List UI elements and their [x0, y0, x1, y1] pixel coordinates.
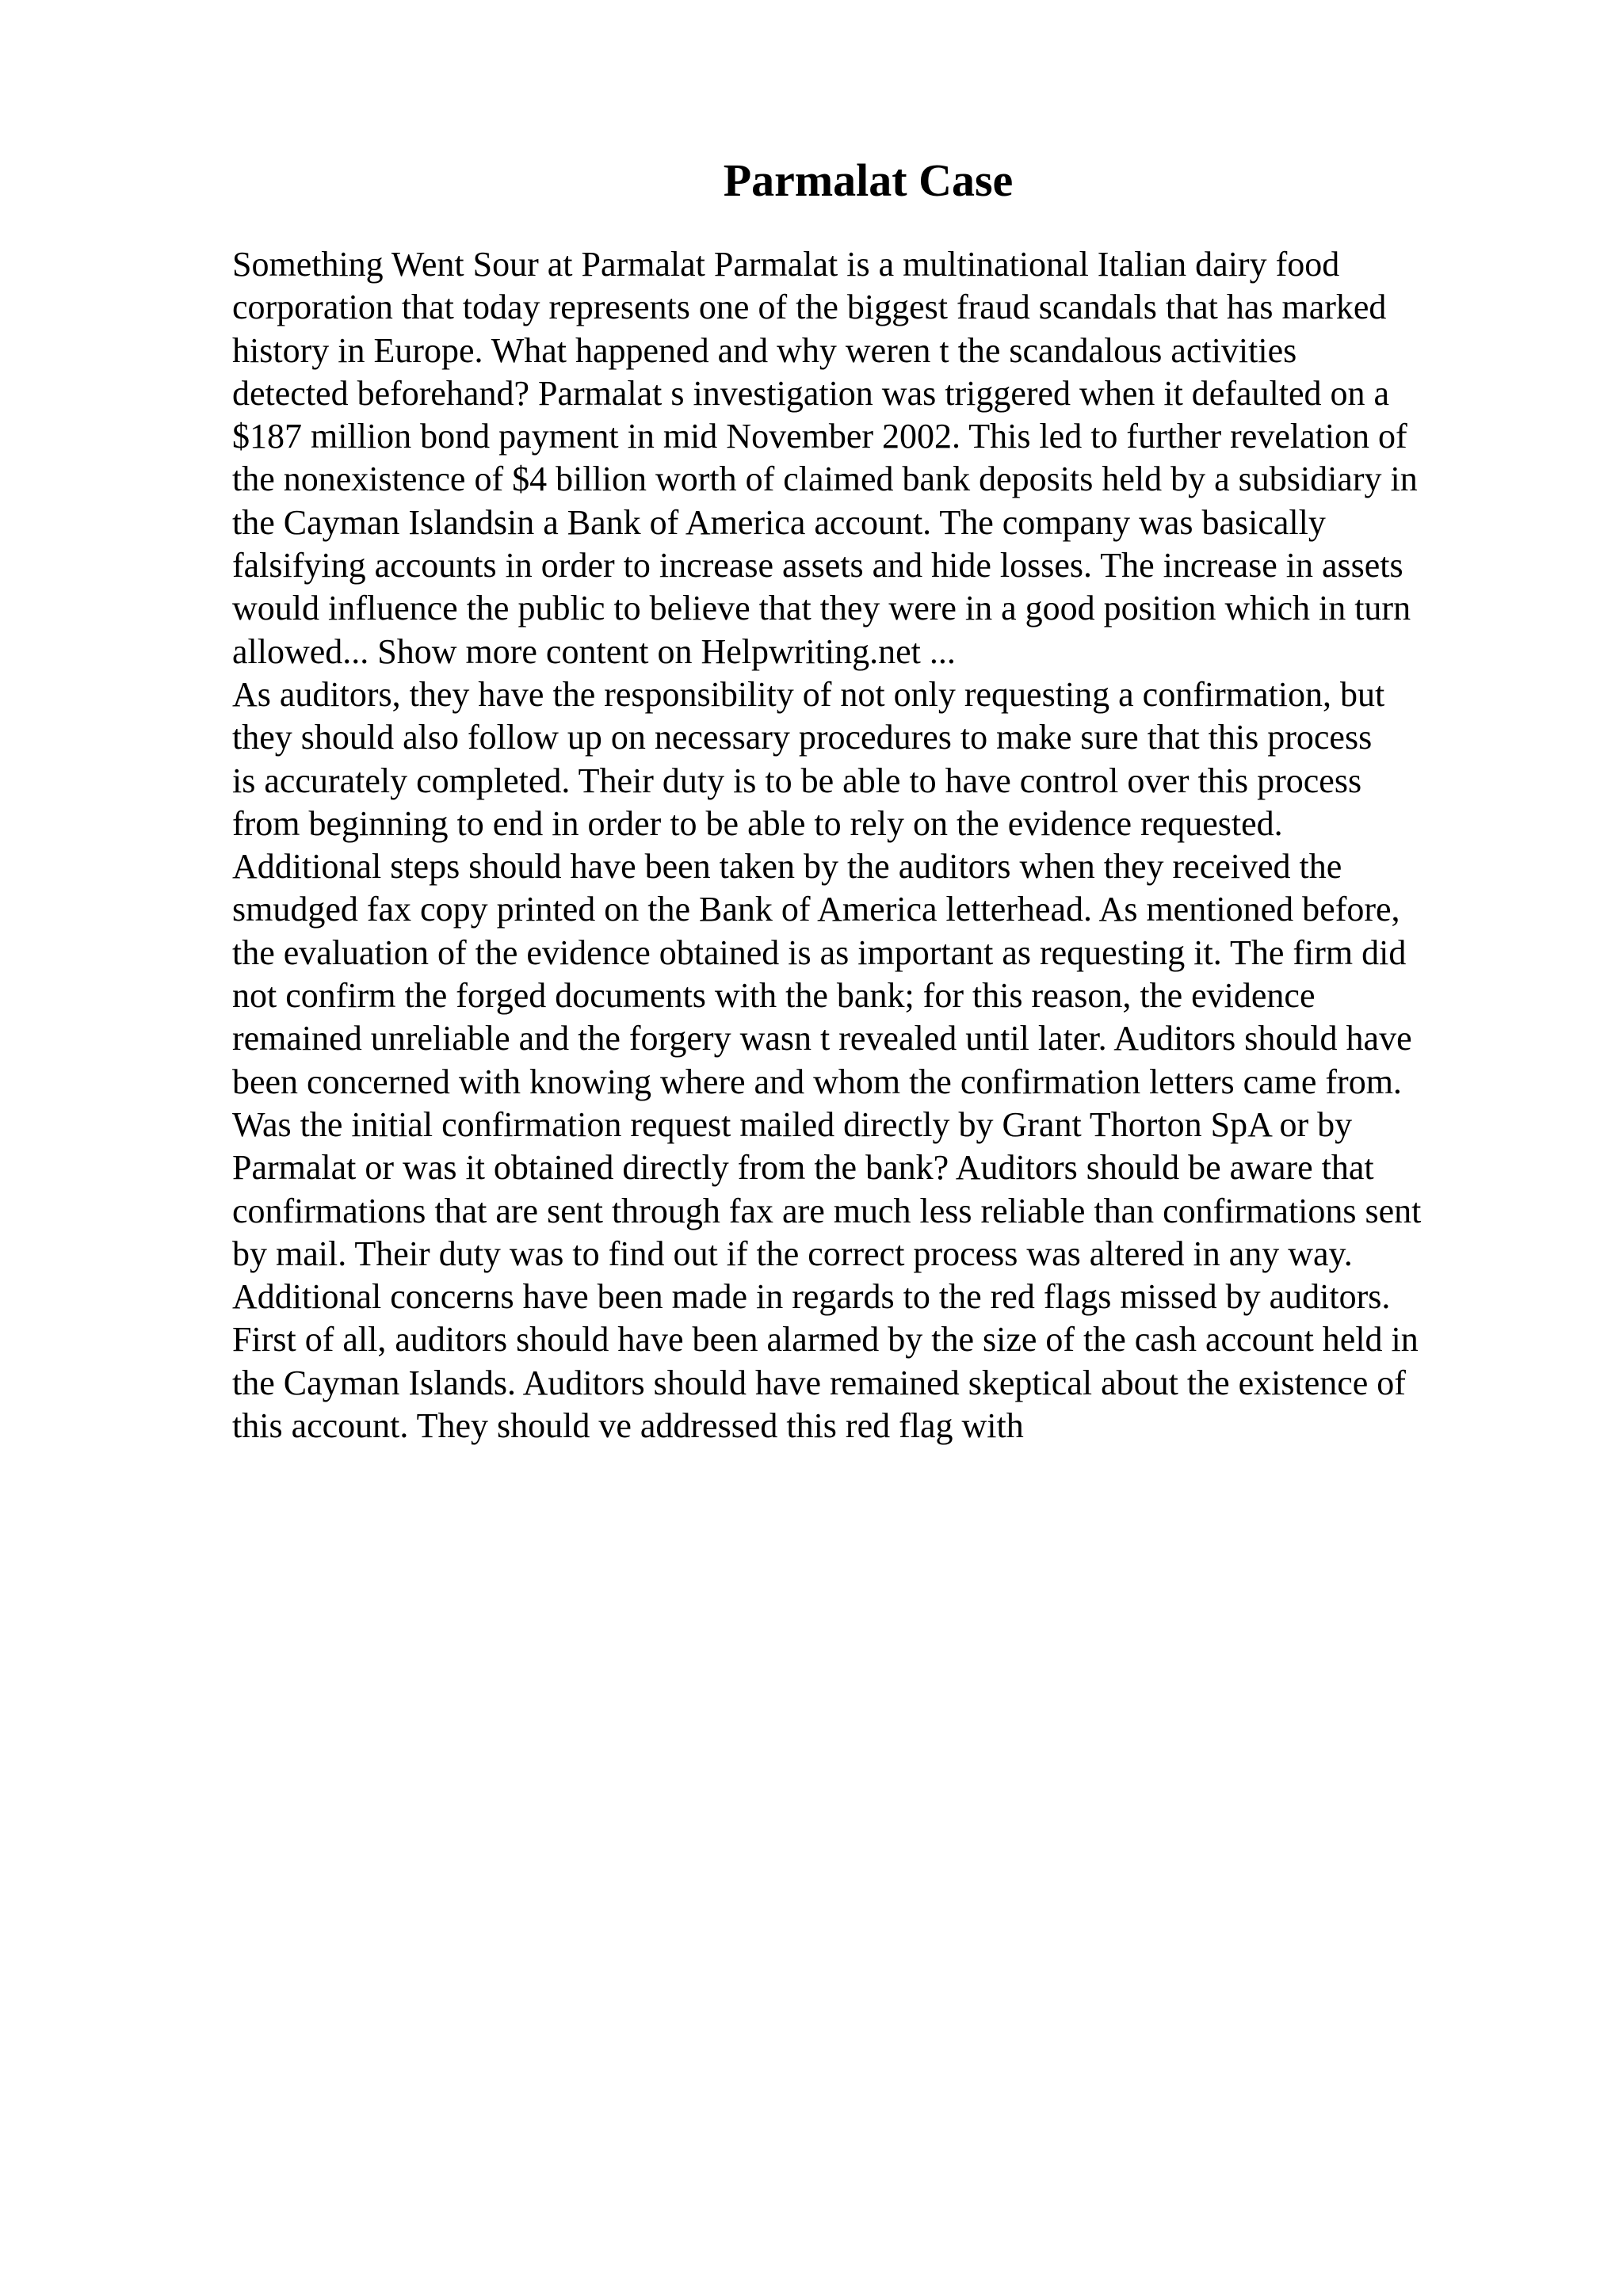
text-line: is accurately completed. Their duty is to be able to have control over this process — [232, 761, 1362, 800]
text-line: remained unreliable and the forgery wasn t revealed until later. Auditors should have — [232, 1019, 1412, 1058]
text-line: not confirm the forged documents with the bank; for this reason, the evidence — [232, 976, 1316, 1016]
text-line: Additional concerns have been made in regards to the red flags missed by auditors. — [232, 1277, 1391, 1317]
text-line: falsifying accounts in order to increase assets and hide losses. The increase in assets — [232, 546, 1403, 585]
text-line: Was the initial confirmation request mailed directly by Grant Thorton SpA or by — [232, 1104, 1353, 1144]
text-line: Something Went Sour at Parmalat Parmalat is a multinational Italian dairy food — [232, 245, 1340, 284]
text-line: the Cayman Islandsin a Bank of America account. The company was basically — [232, 502, 1326, 542]
text-line: been concerned with knowing where and whom the confirmation letters came from. — [232, 1062, 1402, 1101]
text-line: Additional steps should have been taken by the auditors when they received the — [232, 847, 1342, 887]
text-line: this account. They should ve addressed this red flag with — [232, 1406, 1024, 1446]
text-line: detected beforehand? Parmalat s investigation was triggered when it defaulted on a — [232, 373, 1390, 413]
document-body — [232, 243, 1548, 1447]
text-line: corporation that today represents one of the biggest fraud scandals that has marked — [232, 288, 1387, 327]
text-line: by mail. Their duty was to find out if the correct process was altered in any way. — [232, 1234, 1353, 1273]
text-line: smudged fax copy printed on the Bank of America letterhead. As mentioned before, — [232, 890, 1400, 929]
text-line: would influence the public to believe that they were in a good position which in turn — [232, 589, 1411, 628]
text-line: As auditors, they have the responsibility of not only requesting a confirmation, but — [232, 674, 1385, 714]
text-line: history in Europe. What happened and why weren t the scandalous activities — [232, 330, 1297, 370]
text-line: $187 million bond payment in mid November 2002. This led to further revelation of — [232, 417, 1407, 456]
text-line: from beginning to end in order to be able to rely on the evidence requested. — [232, 803, 1283, 843]
text-line: First of all, auditors should have been alarmed by the size of the cash account held in — [232, 1320, 1419, 1360]
text-line: they should also follow up on necessary procedures to make sure that this process — [232, 718, 1373, 757]
text-line: the evaluation of the evidence obtained is as important as requesting it. The firm did — [232, 933, 1407, 972]
text-line: the nonexistence of $4 billion worth of claimed bank deposits held by a subsidiary in — [232, 460, 1418, 499]
text-line: confirmations that are sent through fax are much less reliable than confirmations sent — [232, 1191, 1422, 1230]
text-line: the Cayman Islands. Auditors should have remained skeptical about the existence of — [232, 1363, 1406, 1402]
text-line: allowed... Show more content on Helpwriting.net ... — [232, 631, 956, 671]
text-line: Parmalat or was it obtained directly from the bank? Auditors should be aware that — [232, 1148, 1374, 1188]
document-title: Parmalat Case — [723, 154, 1014, 206]
